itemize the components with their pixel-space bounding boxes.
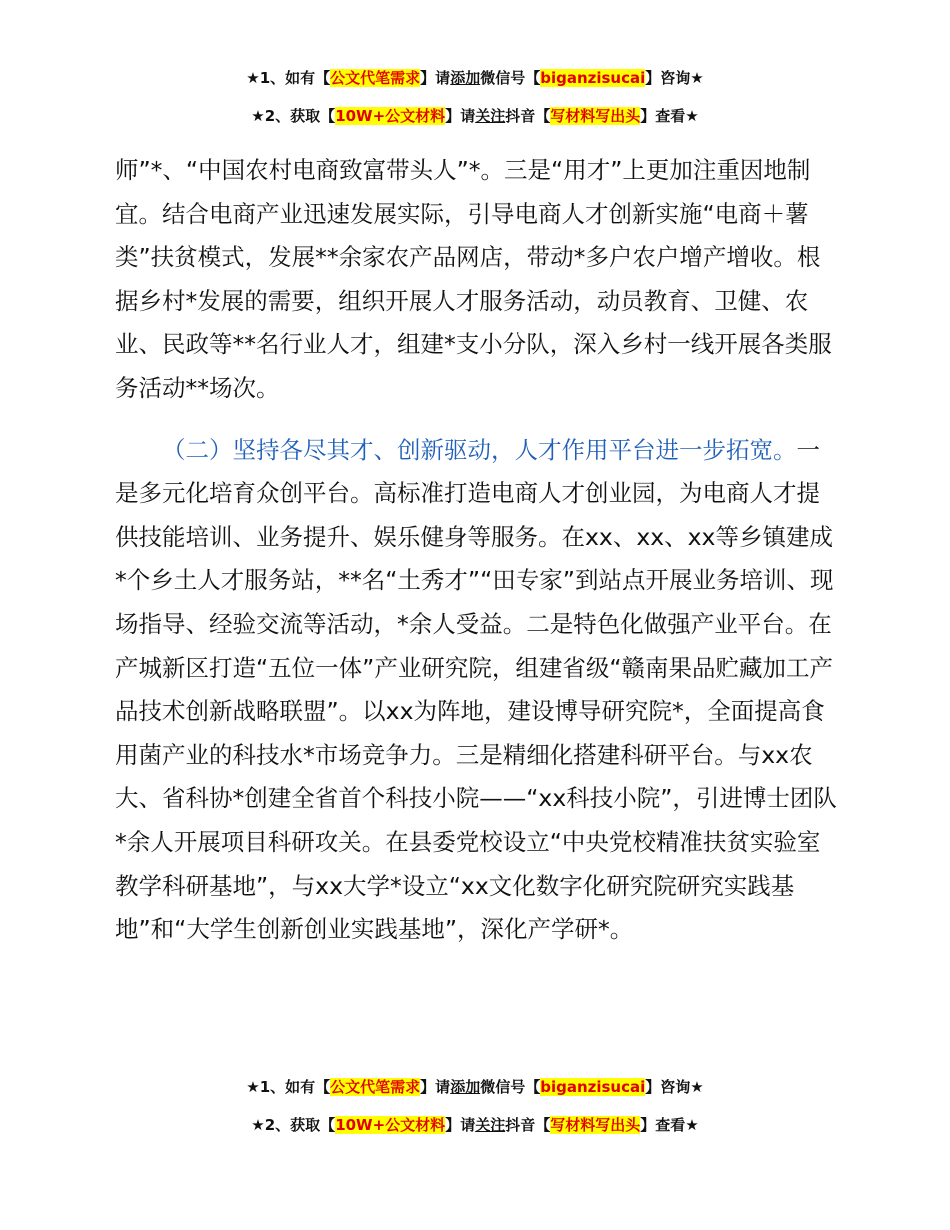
paragraph-2-text: 一是多元化培育众创平台。高标准打造电商人才创业园，为电商人才提供技能培训、业务提升、娱乐健身等服务。在xx、xx、xx等乡镇建成*个乡土人才服务站，**名“土秀才”“田专家”到站点开展业务培训、现场指导、经验交流等活动，*余人受益。二是特色化做强产业平台。在产城新区打造“五位一体”产业研究院，组建省级“赣南果品贮藏加工产品技术创新战略联盟”。以xx为阵地，建设博导研究院*，全面提高食用菌产业的科技水*市场竞争力。三是精细化搭建科研平台。与xx农大、省科协*创建全省首个科技小院——“xx科技小院”，引进博士团队*余人开展项目科研攻关。在县委党校设立“中央党校精准扶贫实验室教学科研基地”，与xx大学*设立“xx文化数字化研究院研究实践基地”和“大学生创新创业实践基地”，深化产学研*。	[115, 435, 837, 944]
underlined-text: 添加	[450, 69, 481, 87]
highlight-materials: 10W+公文材料	[335, 107, 446, 125]
banner-text: ★2、获取【	[251, 1116, 336, 1134]
highlight-service: 公文代笔需求	[330, 69, 421, 87]
paragraph-2	[115, 429, 839, 952]
section-heading: （二）坚持各尽其才、创新驱动，人才作用平台进一步拓宽。	[162, 435, 797, 464]
banner-text: 】咨询★	[645, 69, 704, 87]
footer-banner-line-1	[0, 1076, 950, 1098]
banner-text: 】咨询★	[645, 1078, 704, 1096]
banner-text: 】查看★	[640, 1116, 699, 1134]
document-body	[115, 149, 839, 952]
highlight-douyin: 写材料写出头	[550, 107, 641, 125]
banner-text: ★2、获取【	[251, 107, 336, 125]
highlight-wechat-id: biganzisucai	[540, 69, 646, 87]
banner-text: ★1、如有【	[246, 1078, 331, 1096]
banner-text: 】请	[445, 107, 476, 125]
highlight-service: 公文代笔需求	[330, 1078, 421, 1096]
underlined-text: 关注	[475, 107, 506, 125]
banner-text: 微信号【	[480, 1078, 541, 1096]
banner-text: 】查看★	[640, 107, 699, 125]
banner-text: 微信号【	[480, 69, 541, 87]
highlight-wechat-id: biganzisucai	[540, 1078, 646, 1096]
footer-banner-line-2	[0, 1114, 950, 1136]
banner-text: 抖音【	[505, 107, 551, 125]
banner-text: 】请	[445, 1116, 476, 1134]
paragraph-1: 师”*、“中国农村电商致富带头人”*。三是“用才”上更加注重因地制宜。结合电商产业迅速发展实际，引导电商人才创新实施“电商＋薯类”扶贫模式，发展**余家农产品网店，带动*多户农户增产增收。根据乡村*发展的需要，组织开展人才服务活动，动员教育、卫健、农业、民政等**名行业人才，组建*支小分队，深入乡村一线开展各类服务活动**场次。	[115, 156, 832, 402]
underlined-text: 关注	[475, 1116, 506, 1134]
highlight-materials: 10W+公文材料	[335, 1116, 446, 1134]
header-banner-line-2	[0, 105, 950, 127]
underlined-text: 添加	[450, 1078, 481, 1096]
banner-text: 】请	[420, 1078, 451, 1096]
banner-text: 抖音【	[505, 1116, 551, 1134]
banner-text: ★1、如有【	[246, 69, 331, 87]
highlight-douyin: 写材料写出头	[550, 1116, 641, 1134]
header-banner-line-1	[0, 67, 950, 89]
banner-text: 】请	[420, 69, 451, 87]
